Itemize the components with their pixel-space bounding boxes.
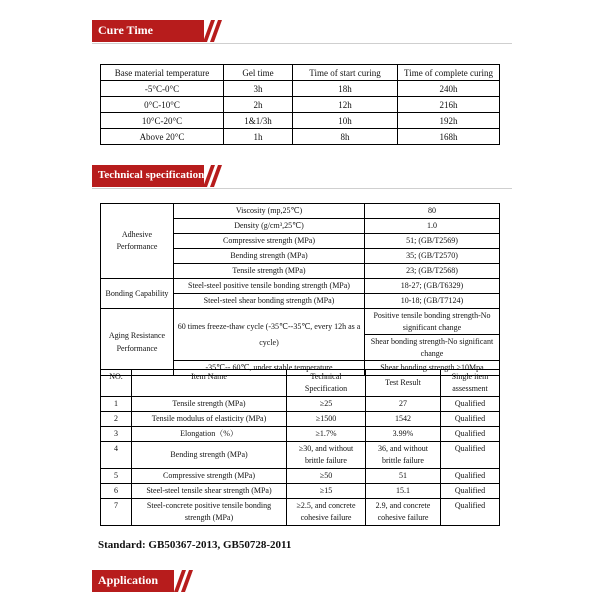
group-label: Adhesive Performance [101,204,174,279]
table-cell: 51 [366,469,441,484]
section-header-technical-specification [92,165,222,187]
table-row [101,499,500,526]
table-row [101,397,500,412]
table-cell: 4 [101,442,132,469]
table-cell: 27 [366,397,441,412]
property-name: 60 times freeze-thaw cycle (-35℃--35℃, every 12h as a cycle) [174,309,365,361]
table-cell: 3h [224,81,293,97]
header-rule [92,188,512,189]
table-cell: Qualified [441,427,500,442]
table-cell: Qualified [441,397,500,412]
column-header: NO. [101,370,132,397]
table-cell: ≥50 [287,469,366,484]
property-value: 23; (GB/T2568) [365,264,500,279]
property-value: Shear bonding strength.>10Mpa [365,361,500,376]
table-cell: ≥15 [287,484,366,499]
table-cell: Qualified [441,442,500,469]
table-cell: 8h [293,129,398,145]
table-cell: Qualified [441,484,500,499]
table-cell: 3 [101,427,132,442]
table-header-row [101,65,500,81]
table-cell: Compressive strength (MPa) [132,469,287,484]
table-cell: ≥25 [287,397,366,412]
table-cell: Tensile modulus of elasticity (MPa) [132,412,287,427]
table-cell: Bending strength (MPa) [132,442,287,469]
section-header-application [92,570,222,592]
property-name: Bending strength (MPa) [174,249,365,264]
property-name: Density (g/cm³,25℃) [174,219,365,234]
section-title: Technical specification [98,169,205,181]
table-row [101,484,500,499]
property-value: 1.0 [365,219,500,234]
property-value: 10-18; (GB/T7124) [365,294,500,309]
table-cell: 15.1 [366,484,441,499]
table-cell: 0°C-10°C [101,97,224,113]
section-title: Cure Time [98,23,154,37]
table-cell: ≥1500 [287,412,366,427]
table-cell: 168h [398,129,500,145]
property-value: Shear bonding strength-No significant change [365,335,500,361]
table-cell: Tensile strength (MPa) [132,397,287,412]
table-cell: 12h [293,97,398,113]
table-cell: 1&1/3h [224,113,293,129]
section-title: Application [98,573,159,587]
table-cell: 6 [101,484,132,499]
technical-spec-table [100,203,500,376]
table-cell: Qualified [441,412,500,427]
property-value: 18-27; (GB/T6329) [365,279,500,294]
cure-time-table [100,64,500,145]
table-cell: 2 [101,412,132,427]
header-rule [92,43,512,44]
table-cell: ≥30, and without brittle failure [287,442,366,469]
property-value: Positive tensile bonding strength-No significant change [365,309,500,335]
table-row [101,204,500,219]
table-cell: 1542 [366,412,441,427]
table-header-row [101,370,500,397]
property-name: Compressive strength (MPa) [174,234,365,249]
group-label: Bonding Capability [101,279,174,309]
table-row [101,129,500,145]
table-cell: Elongation（%） [132,427,287,442]
column-header: Test Result [366,370,441,397]
property-name: Steel-steel shear bonding strength (MPa) [174,294,365,309]
table-cell: 18h [293,81,398,97]
table-cell: 2.9, and concrete cohesive failure [366,499,441,526]
column-header: Single item assessment [441,370,500,397]
property-name: -35℃-- 60℃, under stable temperature [174,361,365,376]
table-cell: ≥2.5, and concrete cohesive failure [287,499,366,526]
table-cell: -5°C-0°C [101,81,224,97]
table-cell: 3.99% [366,427,441,442]
table-row [101,97,500,113]
table-cell: 2h [224,97,293,113]
column-header: Gel time [224,65,293,81]
table-row [101,412,500,427]
table-row [101,113,500,129]
table-row [101,81,500,97]
table-cell: 36, and without brittle failure [366,442,441,469]
table-row [101,469,500,484]
table-cell: 5 [101,469,132,484]
table-cell: 192h [398,113,500,129]
property-name: Viscosity (mp,25℃) [174,204,365,219]
property-value: 35; (GB/T2570) [365,249,500,264]
column-header: Base material temperature [101,65,224,81]
table-cell: 10°C-20°C [101,113,224,129]
table-cell: 10h [293,113,398,129]
table-cell: Qualified [441,469,500,484]
column-header: Time of start curing [293,65,398,81]
test-results-table [100,369,500,526]
table-cell: 1 [101,397,132,412]
table-cell: Above 20°C [101,129,224,145]
table-row [101,279,500,294]
table-cell: Qualified [441,499,500,526]
property-name: Steel-steel positive tensile bonding strength (MPa) [174,279,365,294]
table-cell: 7 [101,499,132,526]
column-header: Technical Specification [287,370,366,397]
table-cell: 240h [398,81,500,97]
section-header-cure-time [92,20,222,42]
property-value: 80 [365,204,500,219]
table-row [101,427,500,442]
standard-text: Standard: GB50367-2013, GB50728-2011 [98,539,292,551]
table-cell: Steel-steel tensile shear strength (MPa) [132,484,287,499]
column-header: Item Name [132,370,287,397]
table-cell: Steel-concrete positive tensile bonding strength (MPa) [132,499,287,526]
table-row [101,442,500,469]
column-header: Time of complete curing [398,65,500,81]
property-value: 51; (GB/T2569) [365,234,500,249]
table-row [101,309,500,335]
table-cell: 216h [398,97,500,113]
group-label: Aging Resistance Performance [101,309,174,376]
table-cell: 1h [224,129,293,145]
table-cell: ≥1.7% [287,427,366,442]
property-name: Tensile strength (MPa) [174,264,365,279]
